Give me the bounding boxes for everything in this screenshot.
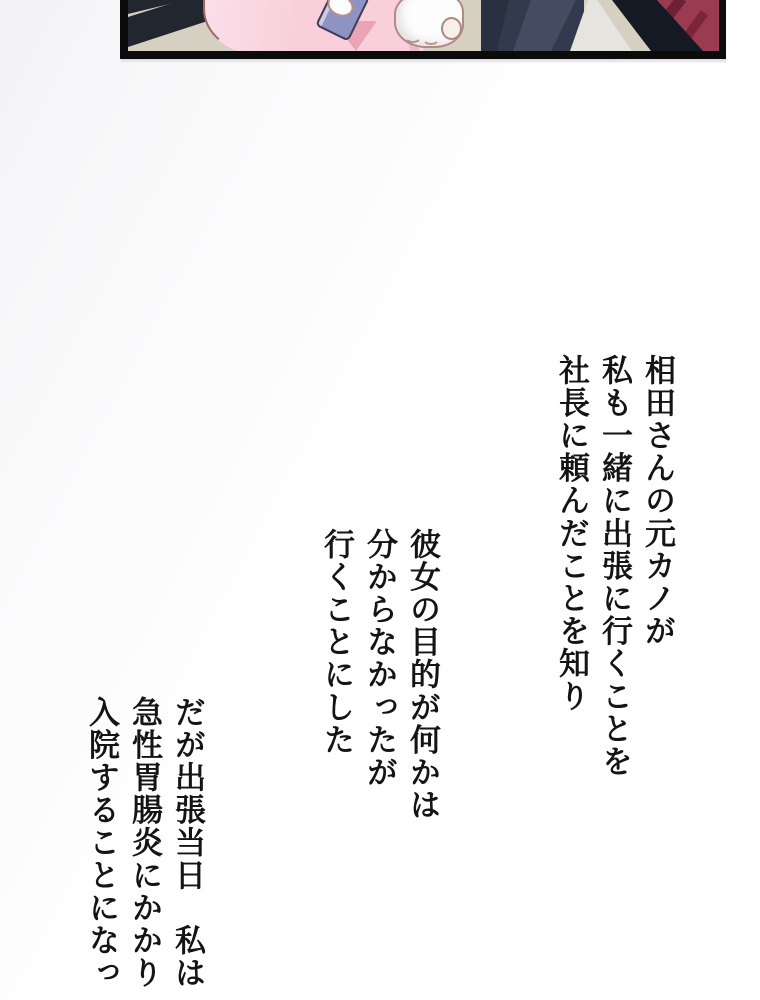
narration-line: 彼女の目的が何かは [405,528,440,822]
narration-line: 私も一緒に出張に行くことを [597,354,632,778]
thumb [441,17,462,40]
narration-line: 入院することになっ [84,696,119,990]
navy-suit [481,0,584,51]
narration-line: 行くことにした [319,528,354,757]
narration-block-2 [315,528,444,821]
narration-line: 相田さんの元カノが [640,354,675,648]
white-glove-fist [394,0,464,48]
narration-line: 急性胃腸炎にかかり [127,696,162,990]
pink-dress [203,0,423,55]
narration-block-1 [550,354,679,778]
panel-drop-shadow [121,59,726,63]
comic-panel-crop [120,0,726,59]
narration-line: だが出張当日 私は [170,696,205,990]
narration-block-3 [80,696,209,989]
knuckle-line [404,29,422,43]
narration-line: 社長に頼んだことを知り [554,354,589,713]
knuckle-line [422,31,440,45]
narration-line: 分からなかったが [362,528,397,789]
